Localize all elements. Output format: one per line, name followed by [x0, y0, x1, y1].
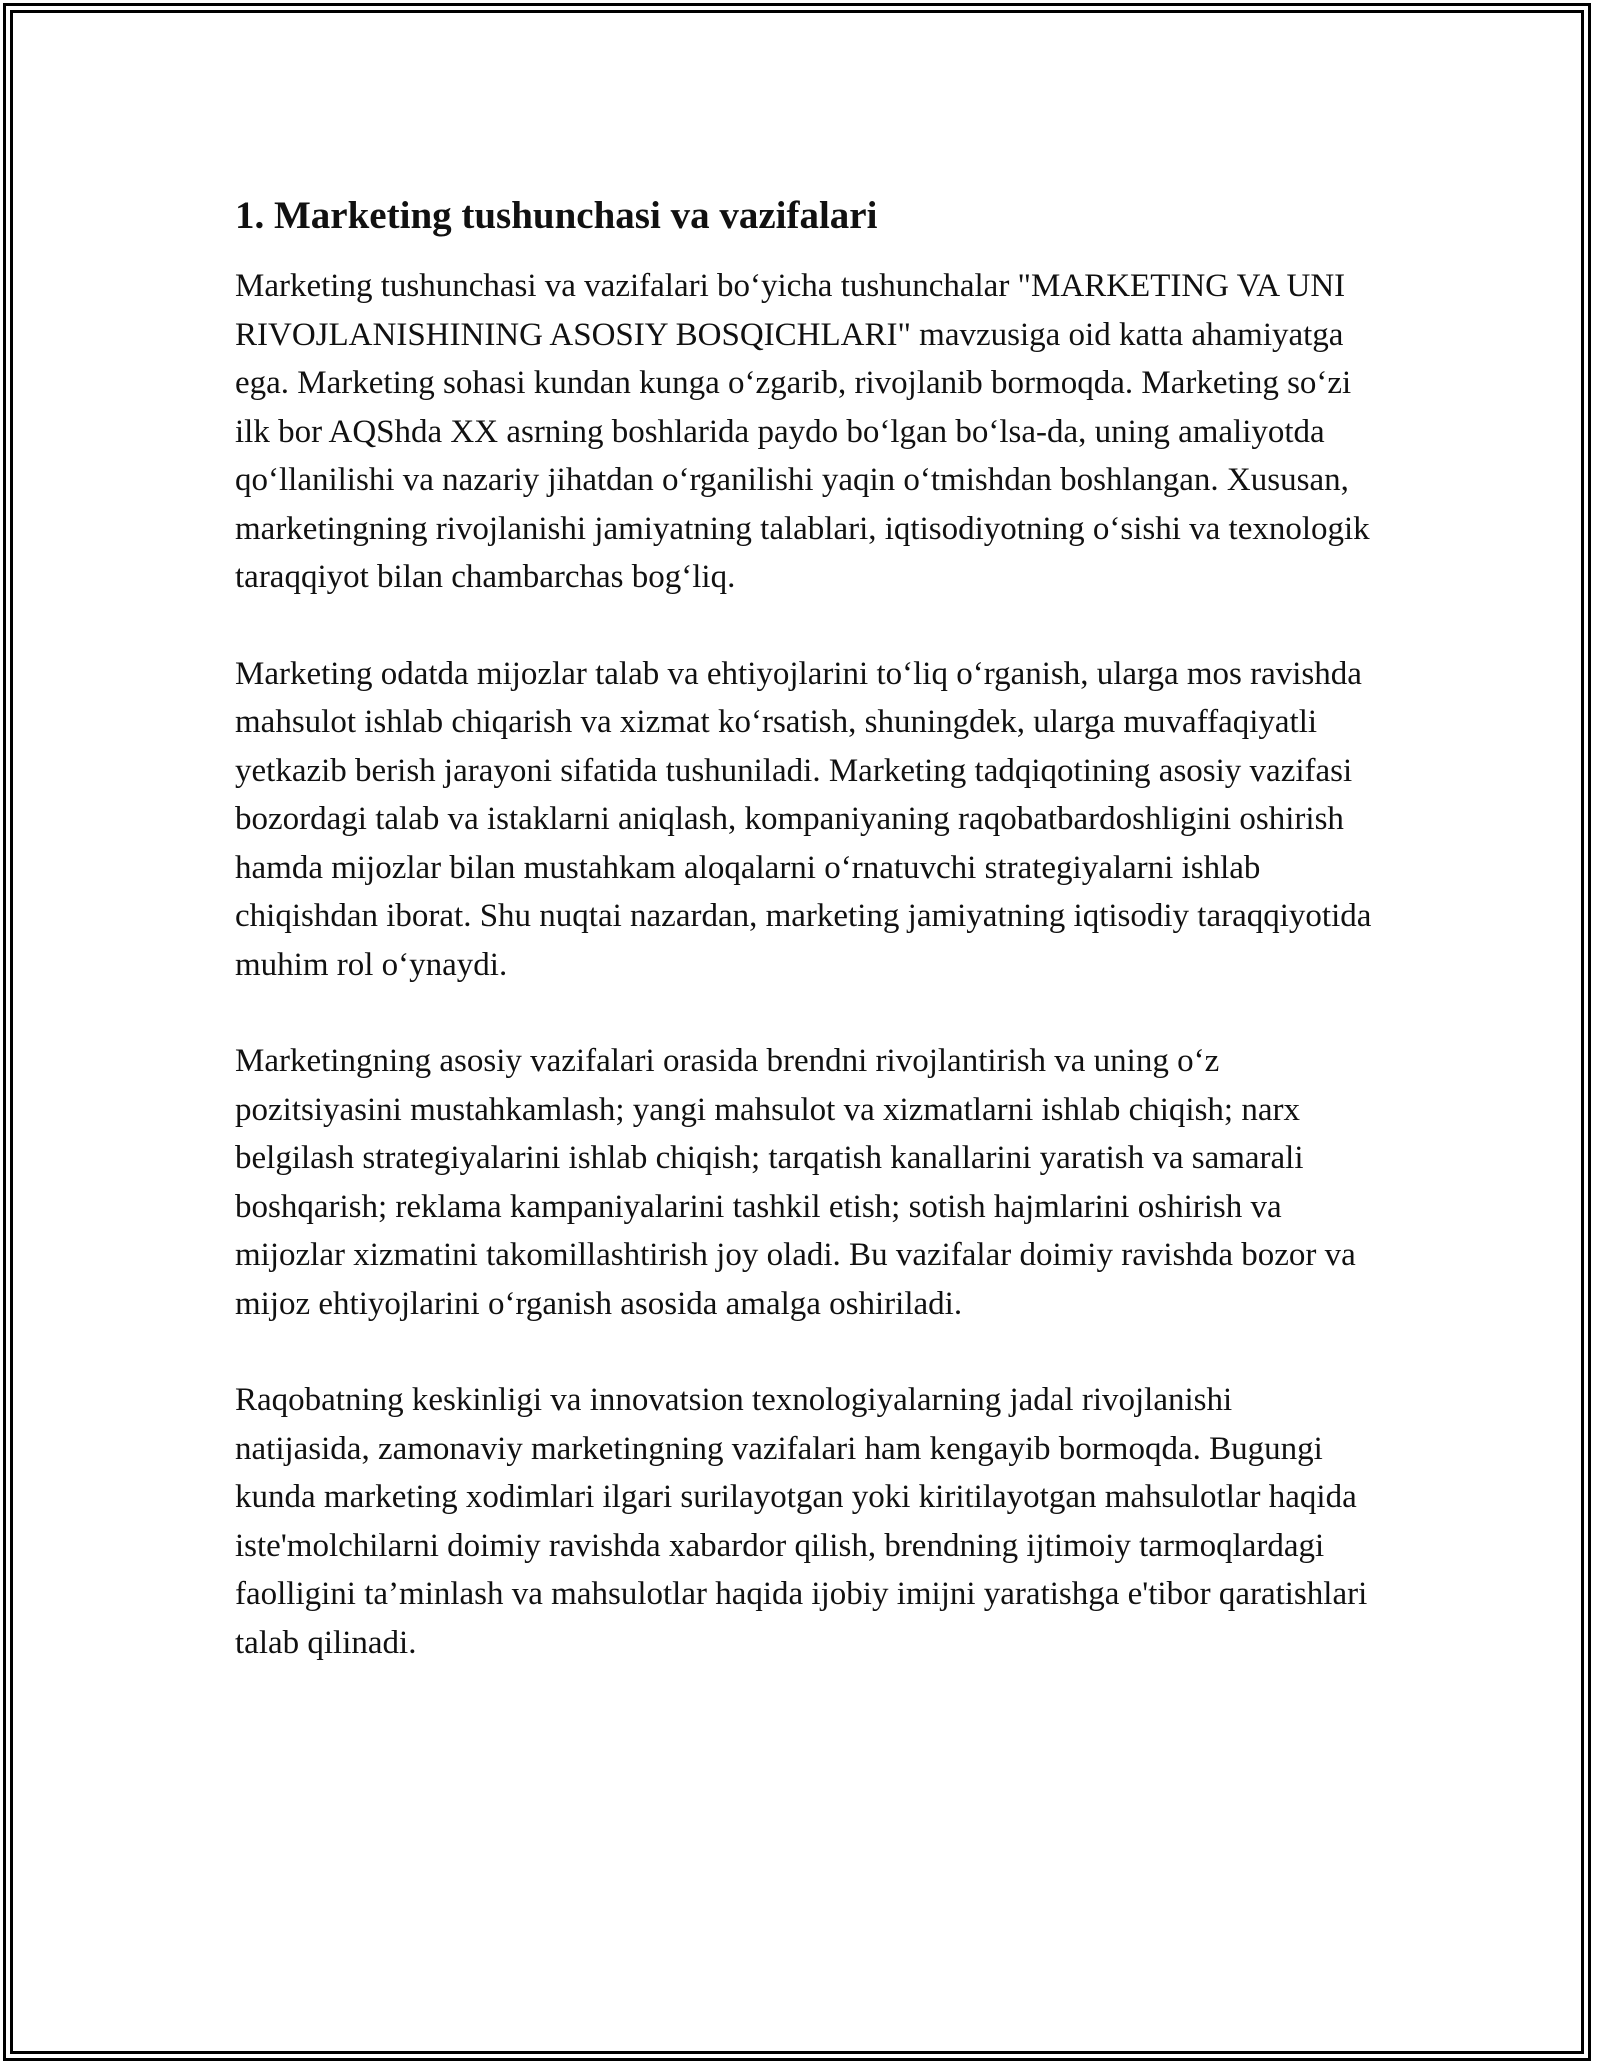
section-heading: 1. Marketing tushunchasi va vazifalari — [235, 194, 878, 237]
paragraph-3: Marketingning asosiy vazifalari orasida brendni rivojlantirish va uning o‘z pozitsiyasini mustahkamlash; yangi mahsulot va xizmatlarni ishlab chiqish; narx belgilash strategiyalarini ishlab chiqish; tarqatish kanallarini yaratish va samarali boshqarish; reklama kampaniyalarini tashkil etish; sotish hajmlarini oshirish va mijozlar xizmatini takomillashtirish joy oladi. Bu vazifalar doimiy ravishda bozor va mijoz ehtiyojlarini o‘rganish asosida amalga oshiriladi. — [235, 1043, 1356, 1322]
paragraph-1: Marketing tushunchasi va vazifalari bo‘yicha tushunchalar "MARKETING VA UNI RIVOJLANISHINING ASOSIY BOSQICHLARI" mavzusiga oid katta ahamiyatga ega. Marketing sohasi kundan kunga o‘zgarib, rivojlanib bormoqda. Marketing so‘zi ilk bor AQShda XX asrning boshlarida paydo bo‘lgan bo‘lsa-da, uning amaliyotda qo‘llanilishi va nazariy jihatdan o‘rganilishi yaqin o‘tmishdan boshlangan. Xususan, marketingning rivojlanishi jamiyatning talablari, iqtisodiyotning o‘sishi va texnologik taraqqiyot bilan chambarchas bog‘liq. — [235, 268, 1370, 595]
document-body — [235, 190, 1375, 1715]
paragraph-4: Raqobatning keskinligi va innovatsion texnologiyalarning jadal rivojlanishi natijasida, zamonaviy marketingning vazifalari ham kengayib bormoqda. Bugungi kunda marketing xodimlari ilgari surilayotgan yoki kiritilayotgan mahsulotlar haqida iste'molchilarni doimiy ravishda xabardor qilish, brendning ijtimoiy tarmoqlardagi faolligini ta’minlash va mahsulotlar haqida ijobiy imijni yaratishga e'tibor qaratishlari talab qilinadi. — [235, 1382, 1368, 1661]
paragraph-2: Marketing odatda mijozlar talab va ehtiyojlarini to‘liq o‘rganish, ularga mos ravishda mahsulot ishlab chiqarish va xizmat ko‘rsatish, shuningdek, ularga muvaffaqiyatli yetkazib berish jarayoni sifatida tushuniladi. Marketing tadqiqotining asosiy vazifasi bozordagi talab va istaklarni aniqlash, kompaniyaning raqobatbardoshligini oshirish hamda mijozlar bilan mustahkam aloqalarni o‘rnatuvchi strategiyalarni ishlab chiqishdan iborat. Shu nuqtai nazardan, marketing jamiyatning iqtisodiy taraqqiyotida muhim rol o‘ynaydi. — [235, 655, 1372, 983]
